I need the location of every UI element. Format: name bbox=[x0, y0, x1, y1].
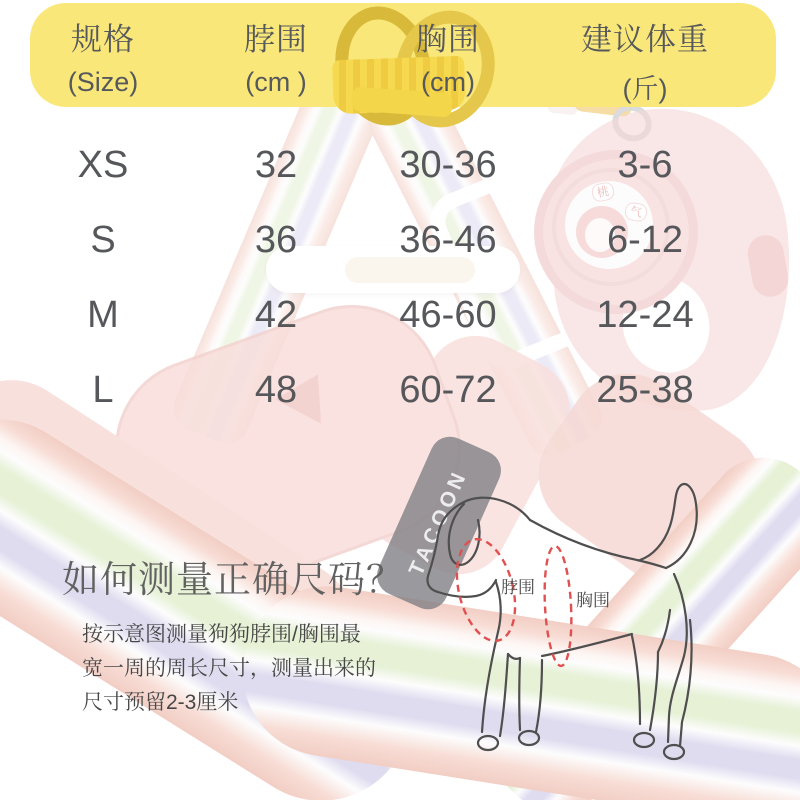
measure-instructions bbox=[82, 618, 376, 720]
chest-label: 胸围 bbox=[576, 591, 610, 610]
header-col-size: 规格 (Size) bbox=[67, 22, 139, 97]
brand-tag-label: TACOON bbox=[404, 466, 473, 580]
cell-size: M bbox=[87, 294, 119, 336]
size-table-header bbox=[0, 14, 800, 106]
neck-label: 脖围 bbox=[501, 578, 535, 597]
cell-weight: 25-38 bbox=[596, 369, 694, 411]
cell-neck: 42 bbox=[254, 294, 298, 336]
cell-neck: 32 bbox=[254, 144, 298, 186]
disc-bubble: 气 bbox=[624, 201, 649, 223]
header-col-weight: 建议体重 (斤) bbox=[581, 22, 709, 104]
header-col-neck: 脖围 (cm ) bbox=[244, 22, 308, 97]
cell-size: XS bbox=[77, 144, 129, 186]
cell-chest: 36-46 bbox=[399, 219, 497, 261]
cell-neck: 48 bbox=[254, 369, 298, 411]
measure-title: 如何测量正确尺码？ bbox=[62, 559, 404, 600]
dog-outline-diagram bbox=[412, 460, 800, 800]
cell-size: L bbox=[92, 369, 114, 411]
measure-line: 尺寸预留2-3厘米 bbox=[82, 691, 239, 714]
disc-bubble: 桃 bbox=[590, 181, 615, 203]
cell-weight: 6-12 bbox=[606, 219, 684, 261]
cell-chest: 46-60 bbox=[399, 294, 497, 336]
size-table-rows bbox=[0, 128, 800, 428]
header-col-chest: 胸围 (cm) bbox=[416, 22, 480, 97]
cell-chest: 60-72 bbox=[399, 369, 497, 411]
cell-weight: 12-24 bbox=[596, 294, 694, 336]
cell-neck: 36 bbox=[254, 219, 298, 261]
measure-line: 按示意图测量狗狗脖围/胸围最 bbox=[82, 623, 361, 646]
cell-weight: 3-6 bbox=[617, 144, 673, 186]
cell-chest: 30-36 bbox=[399, 144, 497, 186]
chest-measure-ellipse bbox=[542, 545, 574, 666]
measure-line: 宽一周的周长尺寸，测量出来的 bbox=[82, 657, 376, 680]
cell-size: S bbox=[90, 219, 116, 261]
